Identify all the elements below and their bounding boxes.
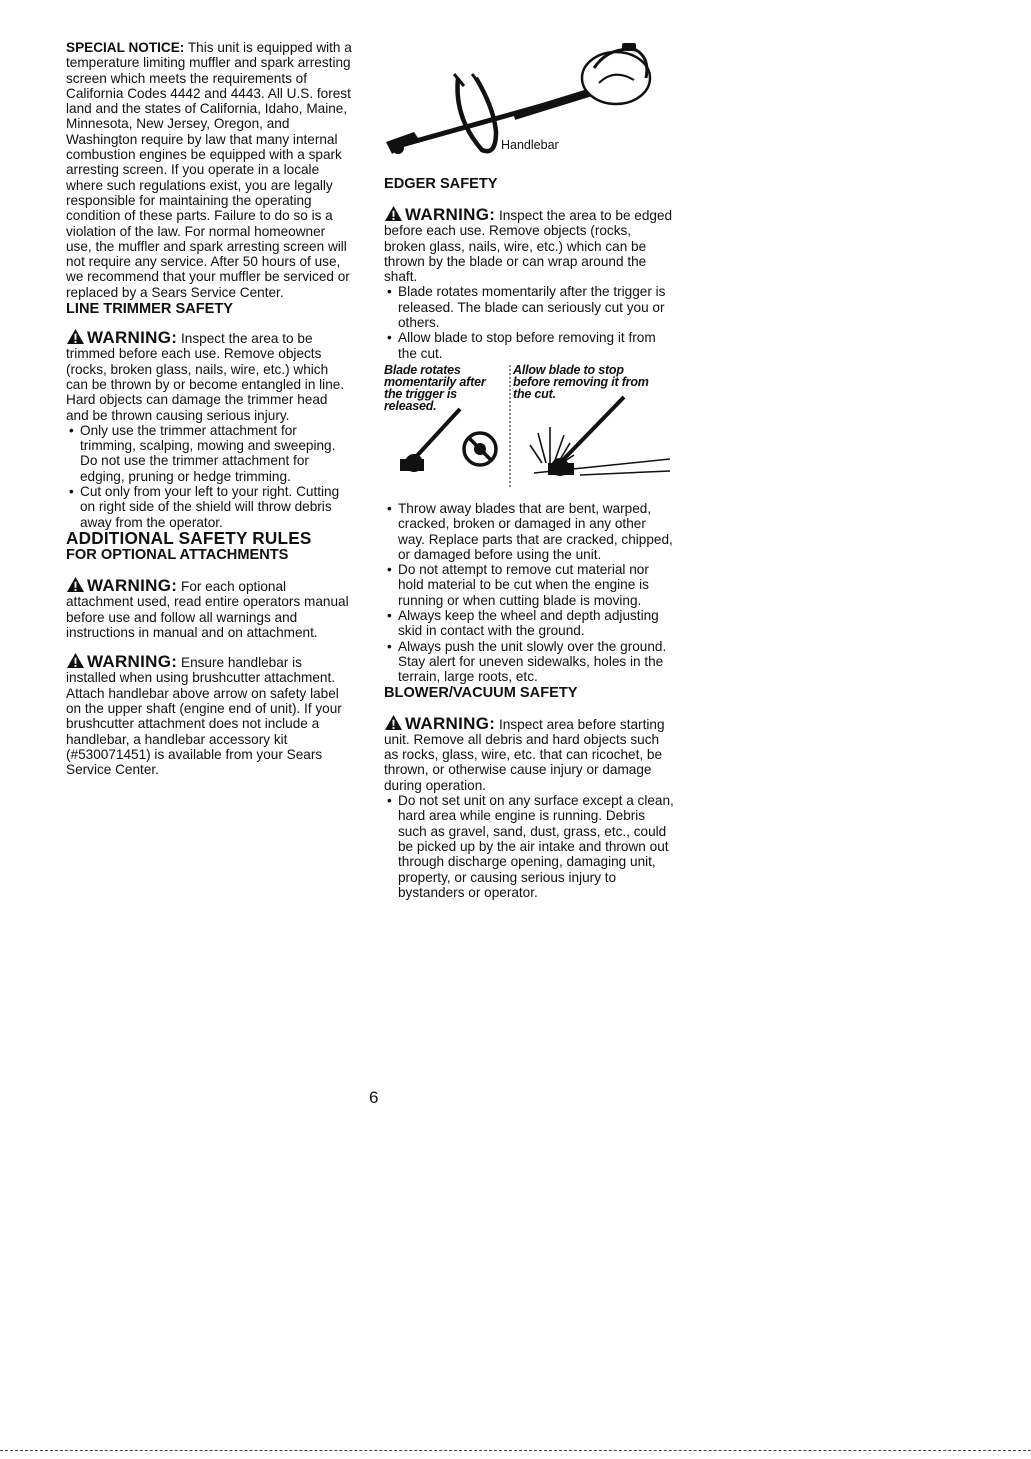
list-item: • Always push the unit slowly over the ground. Stay alert for uneven sidewalks, holes in the terrain, large roots, etc. [384,639,674,685]
caption-allow-blade-stop: Allow blade to stop before removing it from the cut. [513,362,649,401]
warning-label: WARNING: [405,205,496,224]
warning-label: WARNING: [87,652,178,672]
trimmer-handlebar-illustration [384,38,674,170]
optional-warning-text: For each optional attachment used, read entire operators manual before use and follow all warnings and instructions in manual and on attachment. [66,578,349,640]
optional-attachments-subheading: FOR OPTIONAL ATTACHMENTS [66,546,289,563]
warning-label: WARNING: [87,575,178,595]
trimmer-warning-text: Inspect the area to be trimmed before each use. Remove objects (rocks, broken glass, nails, wire, etc.) which can be thrown by or become entangled in line. Hard objects can damage the trimmer head and be thrown causing serious injury. [66,331,345,423]
right-column [384,38,674,900]
blower-vacuum-heading: BLOWER/VACUUM SAFETY [384,684,578,701]
edger-safety-heading: EDGER SAFETY [384,176,498,192]
additional-safety-heading: ADDITIONAL SAFETY RULES [66,527,312,548]
special-notice-label: SPECIAL NOTICE: [66,40,185,55]
warning-label: WARNING: [405,713,496,733]
list-item: • Blade rotates momentarily after the trigger is released. The blade can seriously cut you or others. [384,284,674,330]
list-item: • Always keep the wheel and depth adjusting skid in contact with the ground. [384,608,674,639]
edger-illustration [384,363,674,493]
handlebar-warning-text: Ensure handlebar is installed when using brushcutter attachment. Attach handlebar above arrow on safety label on the upper shaft (engine end of unit). If your brushcutter attachment does not include a handlebar, a handlebar accessory kit (#530071451) is available from your Sears Service Center. [66,655,342,778]
warning-triangle-icon [384,714,403,731]
line-trimmer-heading: LINE TRIMMER SAFETY [66,301,234,318]
blower-bullet-list [384,793,674,900]
list-item: • Allow blade to stop before removing it from the cut. [384,330,674,361]
list-item: • Only use the trimmer attachment for trimming, scalping, mowing and sweeping. Do not use the trimmer attachment for edging, pruning or hedge trimming. [66,423,352,484]
warning-triangle-icon [66,576,85,593]
warning-label: WARNING: [87,328,178,348]
optional-warning [66,576,352,640]
caption-blade-rotates: Blade rotates momentarily after the trigger is released. [384,362,486,413]
trimmer-warning [66,328,352,423]
blower-warning [384,714,674,793]
edger-drawing [384,363,674,493]
special-notice-text: This unit is equipped with a temperature limiting muffler and spark arresting screen which meets the requirements of California Codes 4442 and 4443. All U.S. forest land and the states of California, Idaho, Maine, Minnesota, New Jersey, Oregon, and Washington require by law that many internal combustion engines be equipped with a spark arresting screen. If you operate in a locale where such regulations exist, you are legally responsible for maintaining the operating condition of these parts. Failure to do so is a violation of the law. For normal homeowner use, the muffler and spark arresting screen will not require any service. After 50 hours of use, we recommend that your muffler be serviced or replaced by a Sears Service Center. [66,40,352,300]
list-item: • Cut only from your left to your right. Cutting on right side of the shield will throw debris away from the operator. [66,484,352,530]
edger-bullet-list-b [384,501,674,685]
list-item: • Throw away blades that are bent, warped, cracked, broken or damaged in any other way. Replace parts that are cracked, chipped, or damaged before using the unit. [384,501,674,562]
edger-bullet-list-a [384,284,674,360]
trimmer-bullet-list [66,423,352,530]
list-item: • Do not attempt to remove cut material nor hold material to be cut when the engine is running or when cutting blade is moving. [384,562,674,608]
edger-warning [384,205,674,284]
page-number: 6 [369,1088,379,1107]
warning-triangle-icon [66,328,85,345]
handlebar-label: Handlebar [501,138,559,152]
left-column [66,40,352,777]
warning-triangle-icon [66,652,85,669]
edger-warning-text: Inspect the area to be edged before each use. Remove objects (rocks, broken glass, nails, wire, etc.) which can be thrown by the blade or can wrap around the shaft. [384,208,673,285]
bottom-rule [0,1450,1031,1451]
list-item: • Do not set unit on any surface except a clean, hard area while engine is running. Debris such as gravel, sand, dust, grass, etc., could be picked up by the air intake and thrown out through discharge opening, damaging unit, property, or causing serious injury to bystanders or operator. [384,793,674,900]
warning-triangle-icon [384,205,403,222]
blower-warning-text: Inspect area before starting unit. Remove all debris and hard objects such as rocks, glass, wire, etc. that can ricochet, be thrown, or otherwise cause injury or damage during operation. [384,716,665,793]
special-notice [66,40,352,300]
handlebar-warning [66,652,352,777]
